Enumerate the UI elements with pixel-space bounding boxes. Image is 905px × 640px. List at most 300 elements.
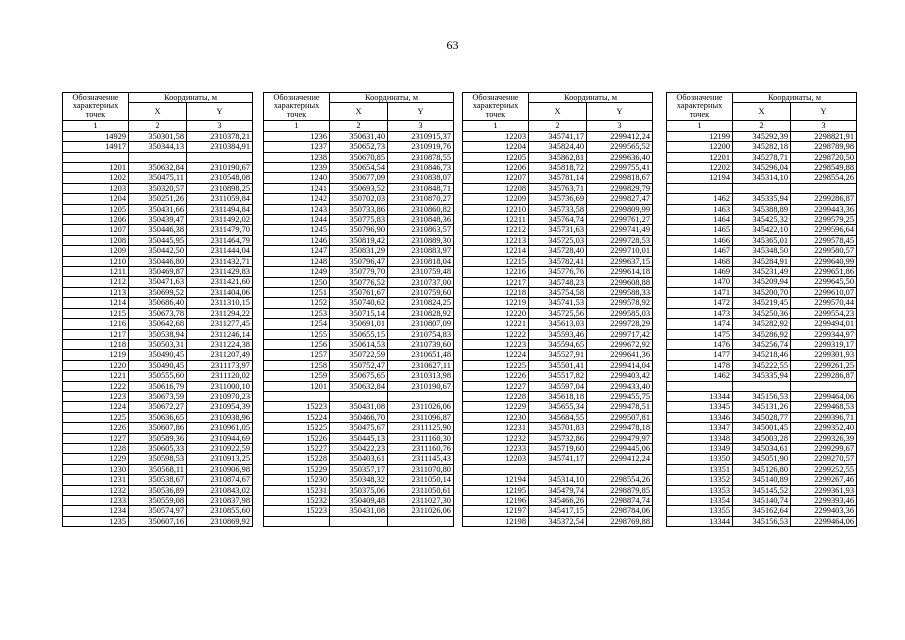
point-id-cell: 1473 <box>667 308 733 318</box>
x-coordinate-cell: 345051,90 <box>733 454 791 464</box>
x-coordinate-cell: 350761,67 <box>330 287 388 297</box>
x-coordinate-cell: 345422,10 <box>733 225 791 235</box>
table-row <box>63 194 253 204</box>
y-coordinate-cell: 2298874,74 <box>587 496 653 506</box>
y-coordinate-cell: 2299554,23 <box>791 308 857 318</box>
point-id-cell: 13346 <box>667 412 733 422</box>
y-coordinate-cell: 2310846,73 <box>388 163 454 173</box>
y-coordinate-cell: 2299640,99 <box>791 256 857 266</box>
table-row <box>463 235 653 245</box>
point-id-cell: 1208 <box>63 235 129 245</box>
y-coordinate-cell: 2299570,44 <box>791 298 857 308</box>
table-body <box>63 131 253 526</box>
table-row <box>463 423 653 433</box>
x-coordinate-cell: 350715,14 <box>330 308 388 318</box>
x-coordinate-cell: 345162,64 <box>733 506 791 516</box>
table-row <box>463 350 653 360</box>
table-row <box>463 152 653 162</box>
point-id-cell: 1221 <box>63 371 129 381</box>
point-id-cell: 12215 <box>463 256 529 266</box>
point-id-cell: 1214 <box>63 298 129 308</box>
table-row <box>264 360 454 370</box>
point-id-cell <box>264 391 330 401</box>
y-coordinate-cell: 2299827,47 <box>587 194 653 204</box>
table-row <box>667 371 857 381</box>
point-id-cell: 1477 <box>667 350 733 360</box>
x-coordinate-cell: 350598,53 <box>129 454 187 464</box>
x-coordinate-cell: 345372,54 <box>529 516 587 526</box>
table-row <box>63 485 253 495</box>
table-row <box>264 475 454 485</box>
y-coordinate-cell: 2311494,84 <box>187 204 253 214</box>
y-coordinate-cell: 2310843,02 <box>187 485 253 495</box>
y-coordinate-cell: 2310848,71 <box>388 183 454 193</box>
table-row <box>463 496 653 506</box>
y-coordinate-cell <box>587 464 653 474</box>
point-header: Обозначение характерных точек <box>63 93 129 121</box>
column-number: 2 <box>733 121 791 131</box>
y-coordinate-cell: 2311246,14 <box>187 329 253 339</box>
point-id-cell: 12204 <box>463 142 529 152</box>
table-row <box>463 131 653 141</box>
table-row <box>63 152 253 162</box>
y-coordinate-cell: 2310384,91 <box>187 142 253 152</box>
point-id-cell: 12205 <box>463 152 529 162</box>
x-coordinate-cell: 350344,13 <box>129 142 187 152</box>
x-coordinate-cell: 345728,40 <box>529 246 587 256</box>
y-coordinate-cell: 2299636,40 <box>587 152 653 162</box>
table-row <box>667 475 857 485</box>
x-coordinate-cell: 345736,69 <box>529 194 587 204</box>
y-header: Y <box>187 103 253 121</box>
table-row <box>264 506 454 516</box>
point-id-cell: 1478 <box>667 360 733 370</box>
y-coordinate-cell: 2311421,60 <box>187 277 253 287</box>
x-coordinate-cell: 345256,74 <box>733 339 791 349</box>
table-row <box>63 329 253 339</box>
y-coordinate-cell: 2299578,45 <box>791 235 857 245</box>
x-coordinate-cell: 350632,84 <box>330 381 388 391</box>
y-coordinate-cell: 2299478,18 <box>587 423 653 433</box>
x-coordinate-cell: 350555,60 <box>129 371 187 381</box>
y-coordinate-cell: 2299352,40 <box>791 423 857 433</box>
point-id-cell: 13351 <box>667 464 733 474</box>
y-coordinate-cell: 2299299,67 <box>791 443 857 453</box>
point-id-cell: 12231 <box>463 423 529 433</box>
table-body <box>667 131 857 526</box>
x-coordinate-cell: 350445,13 <box>330 433 388 443</box>
y-coordinate-cell: 2310190,67 <box>187 163 253 173</box>
x-coordinate-cell: 350776,52 <box>330 277 388 287</box>
x-header: X <box>129 103 187 121</box>
point-id-cell: 1241 <box>264 183 330 193</box>
x-coordinate-cell: 345593,46 <box>529 329 587 339</box>
y-coordinate-cell: 2299267,46 <box>791 475 857 485</box>
y-coordinate-cell: 2310883,97 <box>388 246 454 256</box>
point-id-cell: 1217 <box>63 329 129 339</box>
y-coordinate-cell: 2299761,27 <box>587 215 653 225</box>
table-row <box>63 350 253 360</box>
y-coordinate-cell: 2299585,03 <box>587 308 653 318</box>
table-row <box>463 298 653 308</box>
x-coordinate-cell: 345219,45 <box>733 298 791 308</box>
y-coordinate-cell <box>791 381 857 391</box>
y-coordinate-cell: 2310313,98 <box>388 371 454 381</box>
y-coordinate-cell: 2311120,02 <box>187 371 253 381</box>
y-coordinate-cell: 2299361,93 <box>791 485 857 495</box>
point-id-cell: 13344 <box>667 391 733 401</box>
point-id-cell: 1245 <box>264 225 330 235</box>
table-row <box>463 360 653 370</box>
x-coordinate-cell: 350775,83 <box>330 215 388 225</box>
point-id-cell: 1463 <box>667 204 733 214</box>
y-coordinate-cell: 2311294,22 <box>187 308 253 318</box>
table-row <box>63 423 253 433</box>
table-row <box>667 204 857 214</box>
x-coordinate-cell: 350642,68 <box>129 319 187 329</box>
table-row <box>264 142 454 152</box>
y-coordinate-cell: 2310906,98 <box>187 464 253 474</box>
x-coordinate-cell: 350673,78 <box>129 308 187 318</box>
table-row <box>667 152 857 162</box>
y-coordinate-cell: 2311027,30 <box>388 496 454 506</box>
point-id-cell: 1222 <box>63 381 129 391</box>
x-coordinate-cell: 350431,08 <box>330 506 388 516</box>
x-coordinate-cell: 350357,17 <box>330 464 388 474</box>
column-number: 2 <box>330 121 388 131</box>
x-coordinate-cell: 350636,65 <box>129 412 187 422</box>
y-coordinate-cell: 2311160,30 <box>388 433 454 443</box>
table-row <box>463 475 653 485</box>
y-coordinate-cell: 2311479,70 <box>187 225 253 235</box>
y-coordinate-cell: 2299479,97 <box>587 433 653 443</box>
point-id-cell: 1205 <box>63 204 129 214</box>
y-coordinate-cell: 2299728,29 <box>587 319 653 329</box>
point-id-cell: 12201 <box>667 152 733 162</box>
table-row <box>463 225 653 235</box>
x-coordinate-cell: 345733,58 <box>529 204 587 214</box>
point-id-cell: 13344 <box>667 516 733 526</box>
x-coordinate-cell: 350796,90 <box>330 225 388 235</box>
y-coordinate-cell: 2311096,87 <box>388 412 454 422</box>
point-id-cell <box>264 516 330 526</box>
y-coordinate-cell: 2299252,55 <box>791 464 857 474</box>
y-coordinate-cell: 2310954,39 <box>187 402 253 412</box>
table-row <box>63 173 253 183</box>
table-row <box>63 433 253 443</box>
x-coordinate-cell: 350632,84 <box>129 163 187 173</box>
y-coordinate-cell: 2299396,71 <box>791 412 857 422</box>
y-coordinate-cell: 2311207,49 <box>187 350 253 360</box>
x-coordinate-cell: 350446,80 <box>129 256 187 266</box>
table-row <box>63 298 253 308</box>
y-coordinate-cell: 2311000,10 <box>187 381 253 391</box>
y-coordinate-cell: 2311310,15 <box>187 298 253 308</box>
point-id-cell: 12200 <box>667 142 733 152</box>
x-coordinate-cell: 350686,40 <box>129 298 187 308</box>
point-id-cell: 12221 <box>463 319 529 329</box>
point-id-cell: 12210 <box>463 204 529 214</box>
x-coordinate-cell: 345156,53 <box>733 391 791 401</box>
x-coordinate-cell <box>733 183 791 193</box>
table-row <box>63 454 253 464</box>
x-coordinate-cell: 345741,17 <box>529 454 587 464</box>
y-coordinate-cell: 2311026,06 <box>388 506 454 516</box>
point-id-cell <box>667 183 733 193</box>
table-row <box>463 485 653 495</box>
x-coordinate-cell: 345754,58 <box>529 287 587 297</box>
x-coordinate-cell: 350503,31 <box>129 339 187 349</box>
y-coordinate-cell: 2299755,41 <box>587 163 653 173</box>
point-id-cell: 12220 <box>463 308 529 318</box>
point-id-cell: 15223 <box>264 402 330 412</box>
point-id-cell: 12227 <box>463 381 529 391</box>
point-id-cell: 1228 <box>63 443 129 453</box>
y-coordinate-cell: 2299818,67 <box>587 173 653 183</box>
x-coordinate-cell: 345527,91 <box>529 350 587 360</box>
table-row <box>667 287 857 297</box>
point-id-cell: 1471 <box>667 287 733 297</box>
point-id-cell: 1236 <box>264 131 330 141</box>
y-coordinate-cell: 2311050,14 <box>388 475 454 485</box>
x-coordinate-cell: 345725,56 <box>529 308 587 318</box>
x-coordinate-cell: 350607,16 <box>129 516 187 526</box>
x-coordinate-cell <box>129 152 187 162</box>
table-row <box>667 267 857 277</box>
table-row <box>264 267 454 277</box>
table-row <box>463 173 653 183</box>
point-id-cell: 1239 <box>264 163 330 173</box>
point-id-cell: 1215 <box>63 308 129 318</box>
x-coordinate-cell: 350431,66 <box>129 204 187 214</box>
y-coordinate-cell: 2298769,88 <box>587 516 653 526</box>
y-coordinate-cell: 2311026,06 <box>388 402 454 412</box>
column-number: 1 <box>463 121 529 131</box>
x-coordinate-cell <box>529 464 587 474</box>
coordinates-table-4 <box>666 92 857 527</box>
point-id-cell: 13352 <box>667 475 733 485</box>
point-id-cell: 12211 <box>463 215 529 225</box>
point-id-cell: 12217 <box>463 277 529 287</box>
y-coordinate-cell: 2299580,57 <box>791 246 857 256</box>
point-id-cell: 1218 <box>63 339 129 349</box>
table-row <box>463 142 653 152</box>
y-coordinate-cell: 2310919,76 <box>388 142 454 152</box>
point-id-cell: 12202 <box>667 163 733 173</box>
table-row <box>667 142 857 152</box>
table-row <box>63 506 253 516</box>
y-coordinate-cell: 2299286,87 <box>791 371 857 381</box>
table-row <box>264 215 454 225</box>
point-id-cell: 1242 <box>264 194 330 204</box>
x-coordinate-cell: 345748,23 <box>529 277 587 287</box>
table-row <box>63 225 253 235</box>
x-coordinate-cell: 350722,59 <box>330 350 388 360</box>
point-id-cell: 1229 <box>63 454 129 464</box>
table-row <box>667 464 857 474</box>
table-row <box>463 246 653 256</box>
y-coordinate-cell: 2299261,25 <box>791 360 857 370</box>
y-coordinate-cell: 2310938,96 <box>187 412 253 422</box>
x-coordinate-cell: 350538,67 <box>129 475 187 485</box>
y-coordinate-cell: 2310548,08 <box>187 173 253 183</box>
point-id-cell: 1470 <box>667 277 733 287</box>
point-id-cell: 1212 <box>63 277 129 287</box>
y-coordinate-cell: 2310190,67 <box>388 381 454 391</box>
table-row <box>463 308 653 318</box>
point-id-cell: 12203 <box>463 454 529 464</box>
y-coordinate-cell: 2310378,21 <box>187 131 253 141</box>
coords-header: Координаты, м <box>330 93 454 103</box>
x-coordinate-cell: 350403,61 <box>330 454 388 464</box>
point-id-cell: 15228 <box>264 454 330 464</box>
table-row <box>264 371 454 381</box>
x-coordinate-cell: 345028,77 <box>733 412 791 422</box>
y-coordinate-cell: 2299445,06 <box>587 444 653 454</box>
point-id-cell: 1201 <box>63 163 129 173</box>
y-coordinate-cell: 2310838,07 <box>388 173 454 183</box>
point-id-cell: 1464 <box>667 215 733 225</box>
table-row <box>463 412 653 422</box>
point-id-cell: 1249 <box>264 267 330 277</box>
table-row <box>264 308 454 318</box>
y-coordinate-cell: 2299641,36 <box>587 350 653 360</box>
point-id-cell <box>463 464 529 474</box>
point-id-cell: 1248 <box>264 256 330 266</box>
y-coordinate-cell: 2298554,26 <box>587 475 653 485</box>
y-coordinate-cell: 2298879,85 <box>587 485 653 495</box>
point-id-cell: 12207 <box>463 173 529 183</box>
point-header: Обозначение характерных точек <box>264 93 330 121</box>
point-id-cell: 12219 <box>463 298 529 308</box>
coordinates-table-2 <box>263 92 454 527</box>
x-coordinate-cell: 345003,28 <box>733 433 791 443</box>
y-coordinate-cell: 2299614,18 <box>587 267 653 277</box>
point-id-cell: 1476 <box>667 339 733 349</box>
y-coordinate-cell: 2298549,88 <box>791 163 857 173</box>
y-coordinate-cell: 2311492,02 <box>187 215 253 225</box>
y-coordinate-cell: 2310651,48 <box>388 350 454 360</box>
table-row <box>63 516 253 526</box>
point-id-cell: 1238 <box>264 152 330 162</box>
y-coordinate-cell: 2310870,27 <box>388 194 454 204</box>
point-id-cell: 1233 <box>63 496 129 506</box>
y-header: Y <box>587 103 653 121</box>
y-coordinate-cell: 2311059,84 <box>187 194 253 204</box>
x-coordinate-cell: 350431,08 <box>330 402 388 412</box>
x-coordinate-cell: 345763,71 <box>529 183 587 193</box>
point-header: Обозначение характерных точек <box>463 93 529 121</box>
point-id-cell: 1220 <box>63 360 129 370</box>
point-id-cell: 1232 <box>63 485 129 495</box>
x-coordinate-cell: 350445,95 <box>129 235 187 245</box>
table-row <box>264 277 454 287</box>
x-coordinate-cell: 345296,04 <box>733 163 791 173</box>
x-coordinate-cell: 345597,04 <box>529 381 587 391</box>
table-row <box>463 194 653 204</box>
point-id-cell <box>63 152 129 162</box>
x-coordinate-cell: 350251,26 <box>129 194 187 204</box>
x-header: X <box>733 103 791 121</box>
y-coordinate-cell: 2311432,71 <box>187 256 253 266</box>
table-row <box>264 183 454 193</box>
point-id-cell: 13353 <box>667 485 733 495</box>
y-coordinate-cell: 2299301,93 <box>791 350 857 360</box>
y-coordinate-cell: 2311277,45 <box>187 319 253 329</box>
point-id-cell: 12232 <box>463 433 529 443</box>
y-coordinate-cell: 2299578,92 <box>587 298 653 308</box>
y-coordinate-cell: 2310828,92 <box>388 308 454 318</box>
point-id-cell: 1240 <box>264 173 330 183</box>
point-id-cell: 1223 <box>63 391 129 401</box>
point-id-cell: 12213 <box>463 235 529 245</box>
y-coordinate-cell: 2311404,06 <box>187 287 253 297</box>
point-id-cell: 1206 <box>63 215 129 225</box>
y-coordinate-cell: 2310737,00 <box>388 277 454 287</box>
x-coordinate-cell: 345701,83 <box>529 423 587 433</box>
table-row <box>667 319 857 329</box>
x-coordinate-cell: 350752,47 <box>330 360 388 370</box>
x-coordinate-cell: 345282,18 <box>733 142 791 152</box>
x-coordinate-cell: 345776,76 <box>529 267 587 277</box>
x-coordinate-cell: 350466,70 <box>330 412 388 422</box>
table-row <box>667 391 857 401</box>
table-row <box>463 256 653 266</box>
y-coordinate-cell: 2299565,52 <box>587 142 653 152</box>
x-coordinate-cell: 345365,01 <box>733 235 791 245</box>
point-id-cell: 1465 <box>667 225 733 235</box>
x-coordinate-cell: 350574,97 <box>129 506 187 516</box>
table-row <box>63 381 253 391</box>
x-coordinate-cell: 350536,89 <box>129 485 187 495</box>
point-id-cell: 15229 <box>264 464 330 474</box>
table-row <box>667 454 857 464</box>
x-coordinate-cell: 345156,53 <box>733 516 791 526</box>
table-row <box>264 454 454 464</box>
point-id-cell: 12206 <box>463 163 529 173</box>
x-coordinate-cell: 345684,55 <box>529 412 587 422</box>
y-coordinate-cell: 2299403,42 <box>587 371 653 381</box>
x-coordinate-cell: 345466,26 <box>529 496 587 506</box>
x-coordinate-cell: 350672,27 <box>129 402 187 412</box>
table-row <box>264 464 454 474</box>
x-coordinate-cell: 345824,40 <box>529 142 587 152</box>
point-id-cell: 1213 <box>63 287 129 297</box>
table-row <box>63 163 253 173</box>
x-coordinate-cell: 350348,32 <box>330 475 388 485</box>
table-row <box>667 339 857 349</box>
x-coordinate-cell: 350490,45 <box>129 360 187 370</box>
table-row <box>667 246 857 256</box>
point-id-cell: 13347 <box>667 423 733 433</box>
x-coordinate-cell: 345034,61 <box>733 443 791 453</box>
table-body <box>463 131 653 526</box>
table-row <box>63 360 253 370</box>
y-header: Y <box>388 103 454 121</box>
y-coordinate-cell: 2299433,40 <box>587 381 653 391</box>
table-row <box>63 204 253 214</box>
point-id-cell: 12225 <box>463 360 529 370</box>
y-coordinate-cell: 2298554,26 <box>791 173 857 183</box>
table-row <box>264 443 454 453</box>
table-row <box>463 287 653 297</box>
x-coordinate-cell: 345618,18 <box>529 391 587 401</box>
point-id-cell: 12209 <box>463 194 529 204</box>
table-row <box>63 464 253 474</box>
table-row <box>264 204 454 214</box>
y-coordinate-cell: 2299464,06 <box>791 516 857 526</box>
x-coordinate-cell <box>330 516 388 526</box>
